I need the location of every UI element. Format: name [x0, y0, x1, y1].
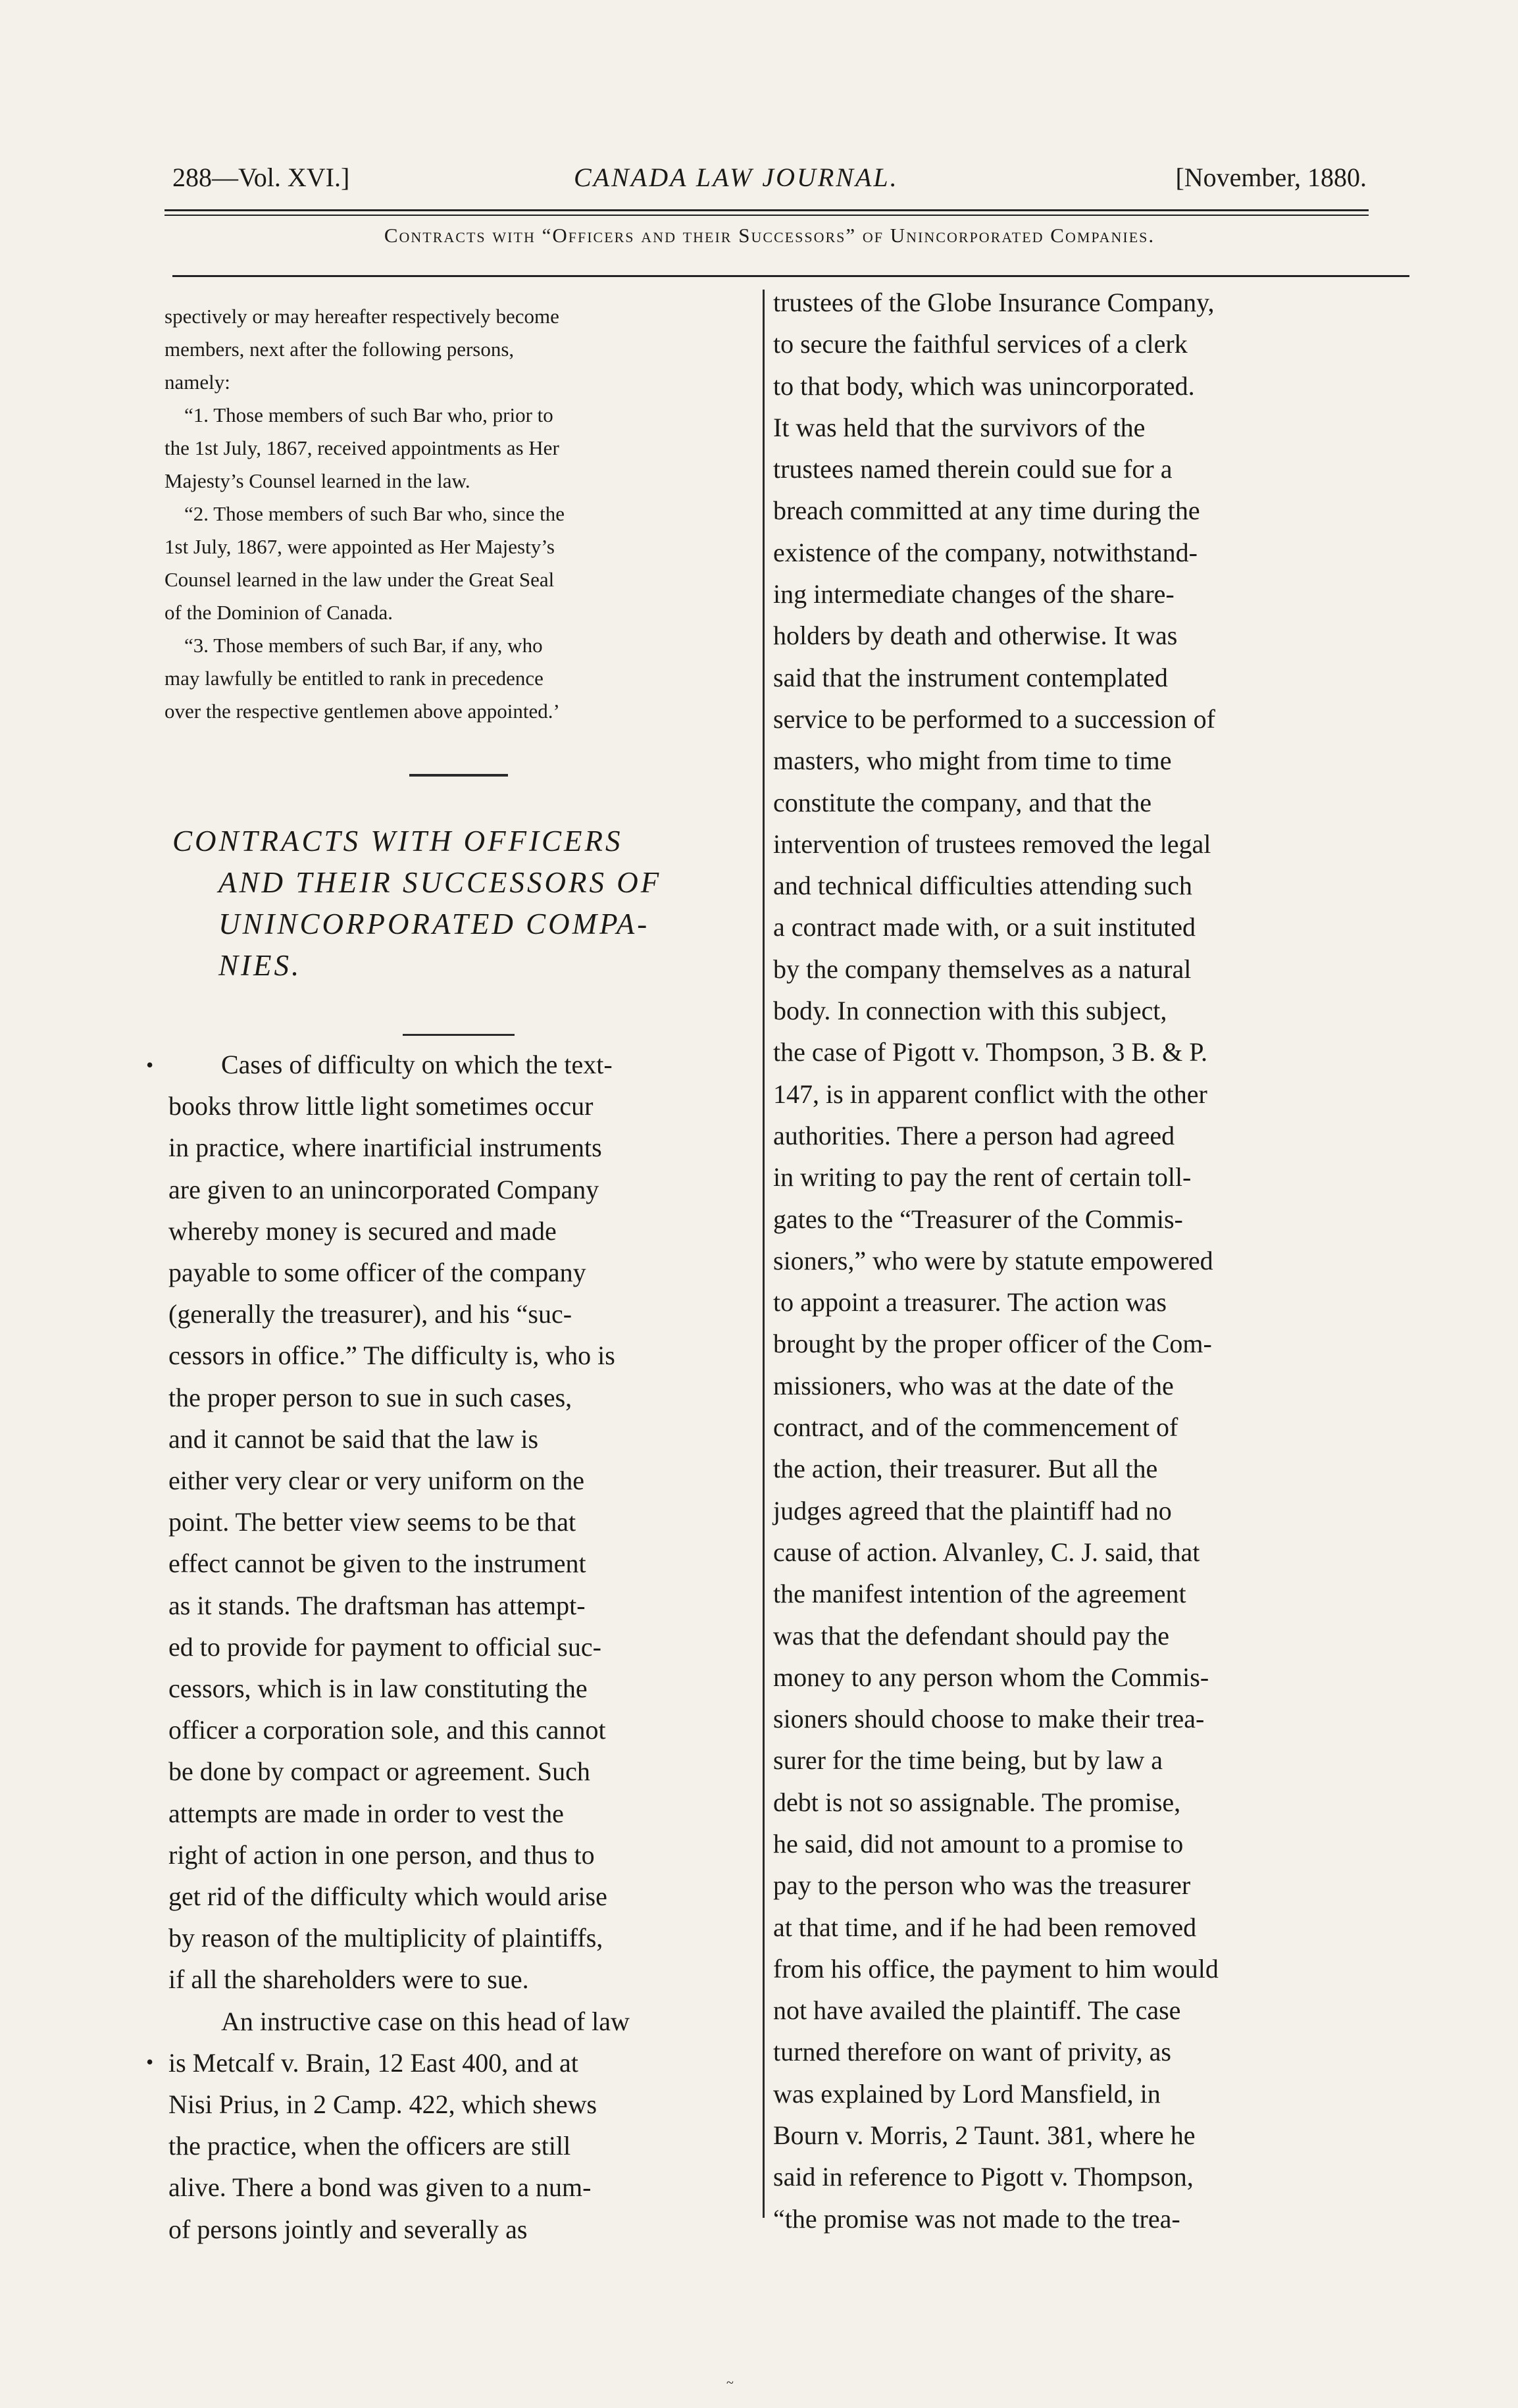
- body-line: turned therefore on want of privity, as: [773, 2037, 1171, 2067]
- quote-line: “3. Those members of such Bar, if any, who: [184, 634, 543, 657]
- body-line: in writing to pay the rent of certain toll-: [773, 1162, 1192, 1192]
- body-line: officer a corporation sole, and this cannot: [168, 1715, 606, 1745]
- title-ornament: [403, 1034, 515, 1036]
- body-line: the practice, when the officers are still: [168, 2131, 571, 2161]
- body-line: right of action in one person, and thus to: [168, 1839, 595, 1870]
- article-body-left: [168, 1044, 777, 2250]
- body-line: money to any person whom the Commis-: [773, 1662, 1209, 1692]
- journal-title: CANADA LAW JOURNAL.: [574, 163, 899, 192]
- body-line: books throw little light sometimes occur: [168, 1091, 594, 1121]
- body-line: Bourn v. Morris, 2 Taunt. 381, where he: [773, 2120, 1196, 2151]
- body-line: “the promise was not made to the trea-: [773, 2203, 1180, 2234]
- body-line: be done by compact or agreement. Such: [168, 1756, 590, 1787]
- margin-dot: •: [146, 2050, 154, 2074]
- quote-line: Counsel learned in the law under the Great Seal: [164, 568, 555, 591]
- body-line: authorities. There a person had agreed: [773, 1120, 1175, 1150]
- quote-line: of the Dominion of Canada.: [164, 601, 393, 624]
- header-rule-bottom: [164, 215, 1369, 216]
- body-line: the case of Pigott v. Thompson, 3 B. & P.: [773, 1037, 1207, 1067]
- body-line: are given to an unincorporated Company: [168, 1174, 599, 1204]
- body-line: point. The better view seems to be that: [168, 1507, 576, 1537]
- body-line: by reason of the multiplicity of plaintiffs,: [168, 1923, 603, 1953]
- body-line: cessors, which is in law constituting the: [168, 1674, 588, 1704]
- subheader-rule: [172, 275, 1409, 277]
- body-line: to that body, which was unincorporated.: [773, 371, 1195, 401]
- body-line: brought by the proper officer of the Com-: [773, 1329, 1212, 1359]
- body-line: in practice, where inartificial instruments: [168, 1133, 602, 1163]
- body-line: by the company themselves as a natural: [773, 954, 1192, 984]
- body-line: trustees named therein could sue for a: [773, 454, 1173, 484]
- body-line: debt is not so assignable. The promise,: [773, 1787, 1181, 1817]
- body-line: 147, is in apparent conflict with the other: [773, 1079, 1207, 1109]
- body-line: It was held that the survivors of the: [773, 412, 1146, 442]
- article-title-line: AND THEIR SUCCESSORS OF: [218, 866, 662, 899]
- body-line: as it stands. The draftsman has attempt-: [168, 1590, 586, 1620]
- body-line: the action, their treasurer. But all the: [773, 1454, 1158, 1484]
- issue-date: [November, 1880.: [1175, 163, 1367, 192]
- body-line: pay to the person who was the treasurer: [773, 1870, 1191, 1901]
- body-line: and technical difficulties attending such: [773, 871, 1192, 901]
- article-title: [172, 821, 751, 986]
- body-line: from his office, the payment to him would: [773, 1953, 1219, 1984]
- quoted-rules: [164, 300, 565, 728]
- body-line: to appoint a treasurer. The action was: [773, 1287, 1167, 1318]
- section-subheader: Contracts with “Officers and their Successors” of Unincorporated Companies.: [384, 224, 1155, 247]
- body-line: surer for the time being, but by law a: [773, 1745, 1163, 1776]
- quote-line: members, next after the following persons,: [164, 338, 515, 361]
- body-line: to secure the faithful services of a clerk: [773, 329, 1188, 359]
- body-line: An instructive case on this head of law: [221, 2006, 630, 2036]
- margin-dot: •: [146, 1053, 154, 1077]
- body-line: ed to provide for payment to official suc-: [168, 1631, 601, 1662]
- body-line: he said, did not amount to a promise to: [773, 1828, 1184, 1858]
- body-line: not have availed the plaintiff. The case: [773, 1995, 1181, 2026]
- body-line: said that the instrument contemplated: [773, 662, 1168, 692]
- body-line: at that time, and if he had been removed: [773, 1912, 1197, 1942]
- quote-line: may lawfully be entitled to rank in precedence: [164, 667, 544, 690]
- body-line: contract, and of the commencement of: [773, 1412, 1178, 1443]
- body-line: constitute the company, and that the: [773, 787, 1152, 817]
- article-body-right: [773, 282, 1388, 2240]
- body-line: the proper person to sue in such cases,: [168, 1382, 572, 1412]
- body-line: was explained by Lord Mansfield, in: [773, 2078, 1161, 2109]
- body-line: and it cannot be said that the law is: [168, 1423, 539, 1454]
- article-title-line: NIES.: [218, 949, 302, 982]
- quote-line: over the respective gentlemen above appointed.’: [164, 700, 560, 723]
- body-line: a contract made with, or a suit instituted: [773, 912, 1196, 942]
- body-line: get rid of the difficulty which would arise: [168, 1882, 607, 1912]
- body-line: sioners should choose to make their trea-: [773, 1704, 1205, 1734]
- quote-line: spectively or may hereafter respectively become: [164, 305, 559, 328]
- body-line: trustees of the Globe Insurance Company,: [773, 288, 1215, 317]
- header-rule-top: [164, 209, 1369, 211]
- body-line: holders by death and otherwise. It was: [773, 621, 1178, 651]
- body-line: attempts are made in order to vest the: [168, 1798, 564, 1828]
- article-title-line: CONTRACTS WITH OFFICERS: [172, 825, 623, 858]
- body-line: breach committed at any time during the: [773, 496, 1200, 526]
- body-line: said in reference to Pigott v. Thompson,: [773, 2162, 1194, 2192]
- body-line: body. In connection with this subject,: [773, 996, 1167, 1026]
- body-line: was that the defendant should pay the: [773, 1620, 1170, 1651]
- body-line: missioners, who was at the date of the: [773, 1370, 1174, 1400]
- body-line: masters, who might from time to time: [773, 746, 1172, 776]
- body-line: if all the shareholders were to sue.: [168, 1964, 529, 1995]
- body-line: the manifest intention of the agreement: [773, 1579, 1186, 1609]
- quote-line: “2. Those members of such Bar who, since the: [184, 502, 565, 525]
- body-line: sioners,” who were by statute empowered: [773, 1245, 1213, 1275]
- body-line: Cases of difficulty on which the text-: [221, 1050, 613, 1079]
- quote-line: “1. Those members of such Bar who, prior to: [184, 403, 553, 426]
- body-line: service to be performed to a succession of: [773, 704, 1215, 734]
- body-line: is Metcalf v. Brain, 12 East 400, and at: [168, 2047, 578, 2078]
- quote-line: namely:: [164, 371, 230, 394]
- quote-line: 1st July, 1867, were appointed as Her Majesty’s: [164, 535, 555, 558]
- body-line: judges agreed that the plaintiff had no: [773, 1495, 1172, 1525]
- body-line: existence of the company, notwithstand-: [773, 537, 1198, 567]
- body-line: alive. There a bond was given to a num-: [168, 2172, 592, 2203]
- running-head: [172, 162, 1367, 204]
- section-ornament: [409, 774, 508, 777]
- body-line: payable to some officer of the company: [168, 1258, 586, 1288]
- body-line: Nisi Prius, in 2 Camp. 422, which shews: [168, 2089, 597, 2120]
- body-line: whereby money is secured and made: [168, 1216, 557, 1246]
- body-line: of persons jointly and severally as: [168, 2214, 528, 2244]
- body-line: cause of action. Alvanley, C. J. said, that: [773, 1537, 1200, 1567]
- article-title-line: UNINCORPORATED COMPA-: [218, 908, 650, 940]
- page-volume: 288—Vol. XVI.]: [172, 163, 350, 192]
- body-line: ing intermediate changes of the share-: [773, 579, 1175, 609]
- body-line: intervention of trustees removed the legal: [773, 829, 1211, 859]
- body-line: effect cannot be given to the instrument: [168, 1549, 586, 1579]
- body-line: cessors in office.” The difficulty is, who is: [168, 1341, 615, 1371]
- body-line: either very clear or very uniform on the: [168, 1466, 584, 1496]
- quote-line: the 1st July, 1867, received appointments as Her: [164, 436, 559, 459]
- body-line: (generally the treasurer), and his “suc-: [168, 1299, 572, 1329]
- body-line: gates to the “Treasurer of the Commis-: [773, 1204, 1183, 1234]
- footer-mark: ~: [726, 2376, 734, 2390]
- quote-line: Majesty’s Counsel learned in the law.: [164, 469, 470, 492]
